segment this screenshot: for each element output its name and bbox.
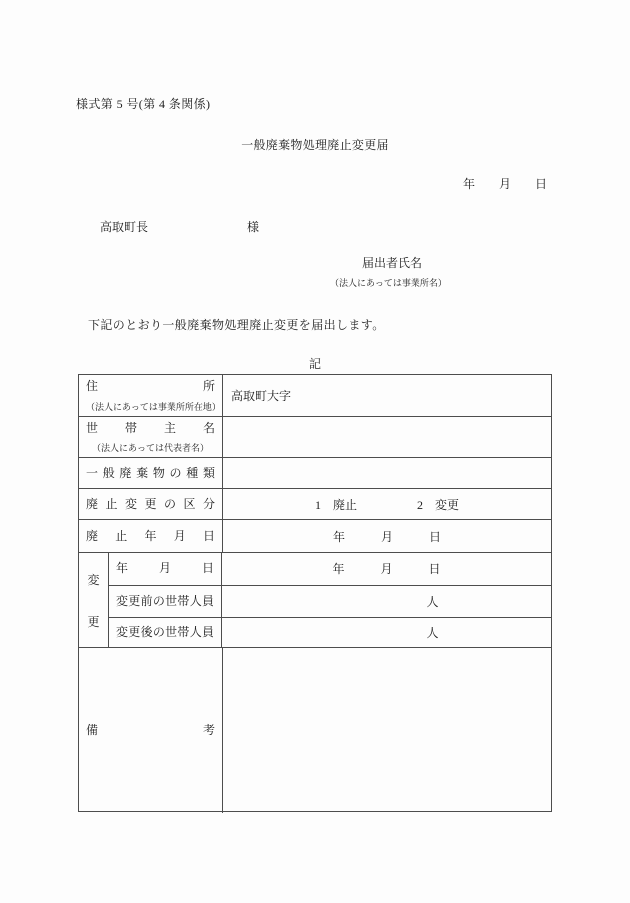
- table-row-members-before: [109, 585, 551, 618]
- table-row-change-date: [109, 553, 551, 585]
- members-before-label-cell: [109, 586, 222, 618]
- address-note: （法人にあっては事業所所在地）: [86, 402, 221, 412]
- table-row-change-group: [79, 552, 551, 647]
- householder-label: 世帯主名: [86, 421, 215, 435]
- honorific: 様: [247, 220, 260, 234]
- address-label: 住所: [86, 379, 215, 393]
- address-value-cell: [223, 375, 551, 416]
- abolition-date-label-cell: [79, 520, 223, 552]
- body-sentence: 下記のとおり一般廃棄物処理廃止変更を届出します。: [88, 318, 385, 332]
- declarant-label: 届出者氏名: [362, 256, 423, 270]
- category-option-change: 2 変更: [417, 497, 460, 512]
- members-after-value-cell: [222, 618, 551, 647]
- members-before-label: 変更前の世帯人員: [116, 593, 214, 608]
- addressee-name: 高取町長: [100, 220, 149, 234]
- change-date-value: 年 月 日: [332, 562, 441, 577]
- date-line: 年 月 日: [462, 177, 547, 191]
- waste-type-label: 一般廃棄物の種類: [86, 465, 215, 480]
- householder-value-cell: [223, 417, 551, 457]
- change-group-label-cell: [79, 553, 109, 647]
- waste-type-value-cell: [223, 458, 551, 488]
- table-row-members-after: [109, 617, 551, 647]
- remarks-value-cell: [223, 648, 551, 813]
- members-after-unit: 人: [426, 626, 439, 641]
- change-date-value-cell: [222, 553, 551, 585]
- abolition-date-value-cell: [223, 520, 551, 552]
- category-value-cell: [223, 489, 551, 519]
- householder-note: （法人にあっては代表者名）: [92, 443, 209, 453]
- address-value: 高取町大字: [231, 389, 292, 403]
- members-after-label-cell: [109, 618, 222, 647]
- address-label-cell: [79, 375, 223, 416]
- addressee-line: [100, 220, 259, 235]
- page-title: 一般廃棄物処理廃止変更届: [241, 138, 389, 152]
- declarant-note: （法人にあっては事業所名）: [330, 278, 447, 288]
- form-table: [78, 374, 552, 812]
- change-date-label: 年月日: [116, 561, 214, 576]
- members-before-unit: 人: [426, 594, 439, 609]
- members-after-label: 変更後の世帯人員: [116, 625, 214, 640]
- change-sub-rows: [109, 553, 551, 647]
- table-row-abolition-date: [79, 519, 551, 552]
- category-option-abolition: 1 廃止: [314, 497, 357, 512]
- table-row-address: [79, 375, 551, 416]
- remarks-label-cell: [79, 648, 223, 813]
- table-row-category: [79, 488, 551, 519]
- waste-type-label-cell: [79, 458, 223, 488]
- table-row-remarks: [79, 647, 551, 813]
- section-heading: 記: [308, 357, 321, 371]
- table-row-householder: [79, 416, 551, 457]
- change-date-label-cell: [109, 553, 222, 585]
- members-before-value-cell: [222, 586, 551, 618]
- category-label: 廃止変更の区分: [86, 496, 215, 511]
- change-group-char-2: 更: [87, 614, 100, 629]
- change-group-char-1: 変: [87, 572, 100, 587]
- householder-label-cell: [79, 417, 223, 457]
- remarks-label: 備考: [86, 723, 215, 737]
- form-number: 様式第 5 号(第 4 条関係): [76, 97, 211, 111]
- table-row-waste-type: [79, 457, 551, 488]
- abolition-date-label: 廃止年月日: [86, 528, 215, 543]
- category-label-cell: [79, 489, 223, 519]
- abolition-date-value: 年 月 日: [332, 529, 441, 544]
